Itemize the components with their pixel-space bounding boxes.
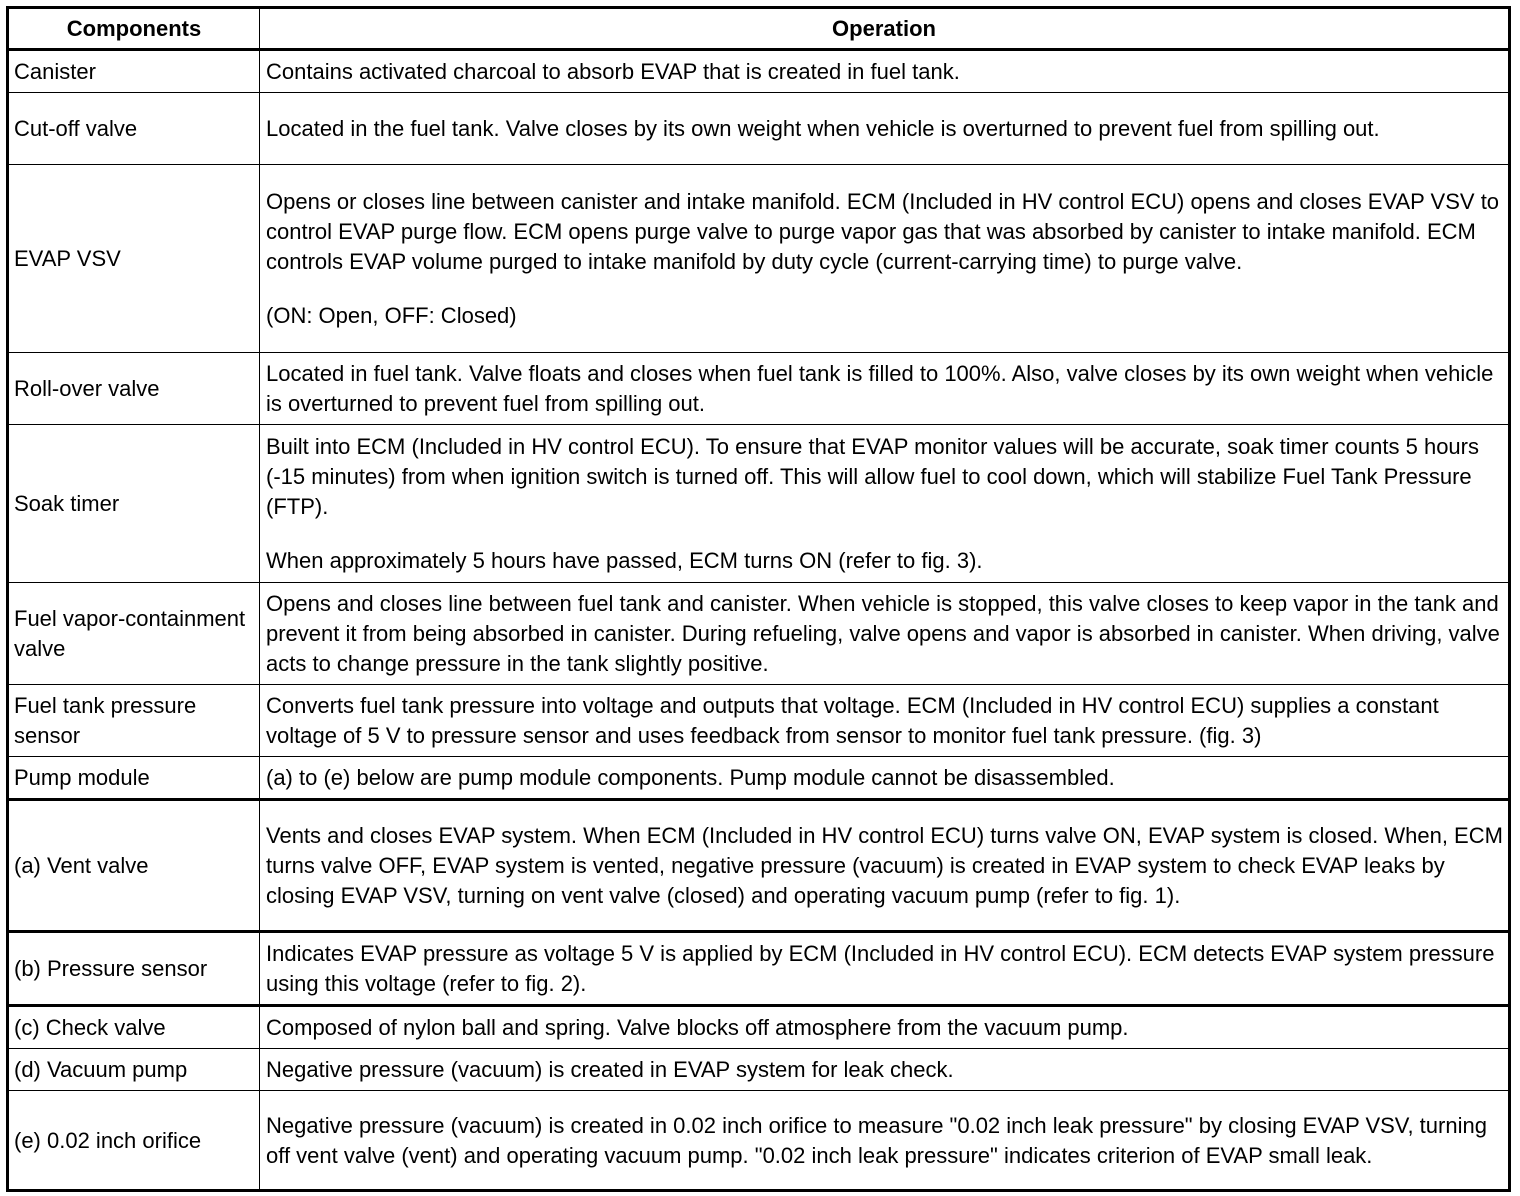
table-row <box>8 685 1510 757</box>
component-cell: Pump module <box>8 757 260 800</box>
components-column-header: Components <box>8 8 260 50</box>
component-cell: Fuel tank pressure sensor <box>8 685 260 757</box>
operation-text: Vents and closes EVAP system. When ECM (Included in HV control ECU) turns valve ON, EVAP system is closed. When, ECM turns valve OFF, EVAP system is vented, negative pressure (vacuum) is created in EVAP system to check EVAP leaks by closing EVAP VSV, turning on vent valve (closed) and operating vacuum pump (refer to fig. 1). <box>266 823 1503 908</box>
table-row <box>8 1091 1510 1191</box>
component-cell: (a) Vent valve <box>8 800 260 932</box>
operation-cell <box>260 1049 1510 1091</box>
operation-cell <box>260 50 1510 93</box>
operation-text: (a) to (e) below are pump module components. Pump module cannot be disassembled. <box>266 765 1115 790</box>
operation-text: Built into ECM (Included in HV control ECU). To ensure that EVAP monitor values will be accurate, soak timer counts 5 hours (-15 minutes) from when ignition switch is turned off. This will allow fuel to cool down, which will stabilize Fuel Tank Pressure (FTP). <box>266 434 1479 519</box>
operation-text: Negative pressure (vacuum) is created in 0.02 inch orifice to measure "0.02 inch leak pressure" by closing EVAP VSV, turning off vent valve (vent) and operating vacuum pump. "0.02 inch leak pressure" indicates criterion of EVAP small leak. <box>266 1112 1487 1168</box>
operation-text: Located in fuel tank. Valve floats and closes when fuel tank is filled to 100%. Also, valve closes by its own weight when vehicle is overturned to prevent fuel from spilling out. <box>266 361 1494 416</box>
operation-text: Located in the fuel tank. Valve closes by its own weight when vehicle is overturned to prevent fuel from spilling out. <box>266 116 1380 141</box>
operation-text: Indicates EVAP pressure as voltage 5 V is applied by ECM (Included in HV control ECU). ECM detects EVAP system pressure using this voltage (refer to fig. 2). <box>266 941 1495 996</box>
component-cell: (e) 0.02 inch orifice <box>8 1091 260 1191</box>
component-cell: (d) Vacuum pump <box>8 1049 260 1091</box>
operation-cell <box>260 353 1510 425</box>
component-cell: Roll-over valve <box>8 353 260 425</box>
operation-text: Composed of nylon ball and spring. Valve blocks off atmosphere from the vacuum pump. <box>266 1015 1129 1040</box>
operation-text: Converts fuel tank pressure into voltage and outputs that voltage. ECM (Included in HV control ECU) supplies a constant voltage of 5 V to pressure sensor and uses feedback from sensor to monitor fuel tank pressure. (fig. 3) <box>266 693 1439 748</box>
operation-text: Opens or closes line between canister and intake manifold. ECM (Included in HV control ECU) opens and closes EVAP VSV to control EVAP purge flow. ECM opens purge valve to purge vapor gas that was absorbed by canister to intake manifold. ECM controls EVAP volume purged to intake manifold by duty cycle (current-carrying time) to purge valve. <box>266 189 1500 274</box>
operation-cell <box>260 93 1510 165</box>
table-row <box>8 800 1510 932</box>
table-row <box>8 93 1510 165</box>
operation-text: Contains activated charcoal to absorb EVAP that is created in fuel tank. <box>266 59 960 84</box>
component-cell: Fuel vapor-containment valve <box>8 583 260 685</box>
table-header-row <box>8 8 1510 50</box>
operation-cell <box>260 685 1510 757</box>
table-row <box>8 165 1510 353</box>
operation-column-header: Operation <box>260 8 1510 50</box>
operation-text: Negative pressure (vacuum) is created in EVAP system for leak check. <box>266 1057 954 1082</box>
operation-cell <box>260 583 1510 685</box>
table-row <box>8 1006 1510 1049</box>
component-cell: Canister <box>8 50 260 93</box>
operation-cell <box>260 1091 1510 1191</box>
evap-components-table <box>6 6 1511 1192</box>
operation-cell <box>260 1006 1510 1049</box>
table-row <box>8 757 1510 800</box>
table-row <box>8 932 1510 1006</box>
table-row <box>8 353 1510 425</box>
component-cell: (c) Check valve <box>8 1006 260 1049</box>
table-row <box>8 583 1510 685</box>
table-row <box>8 1049 1510 1091</box>
operation-cell <box>260 932 1510 1006</box>
operation-cell <box>260 165 1510 353</box>
operation-note: (ON: Open, OFF: Closed) <box>266 303 517 328</box>
component-cell: Cut-off valve <box>8 93 260 165</box>
operation-text: Opens and closes line between fuel tank and canister. When vehicle is stopped, this valve closes to keep vapor in the tank and prevent it from being absorbed in canister. During refueling, valve opens and vapor is absorbed in canister. When driving, valve acts to change pressure in the tank slightly positive. <box>266 591 1500 676</box>
operation-note: When approximately 5 hours have passed, ECM turns ON (refer to fig. 3). <box>266 548 983 573</box>
component-cell: EVAP VSV <box>8 165 260 353</box>
operation-cell <box>260 425 1510 583</box>
operation-cell <box>260 800 1510 932</box>
component-cell: (b) Pressure sensor <box>8 932 260 1006</box>
operation-cell <box>260 757 1510 800</box>
component-cell: Soak timer <box>8 425 260 583</box>
table-row <box>8 50 1510 93</box>
table-row <box>8 425 1510 583</box>
